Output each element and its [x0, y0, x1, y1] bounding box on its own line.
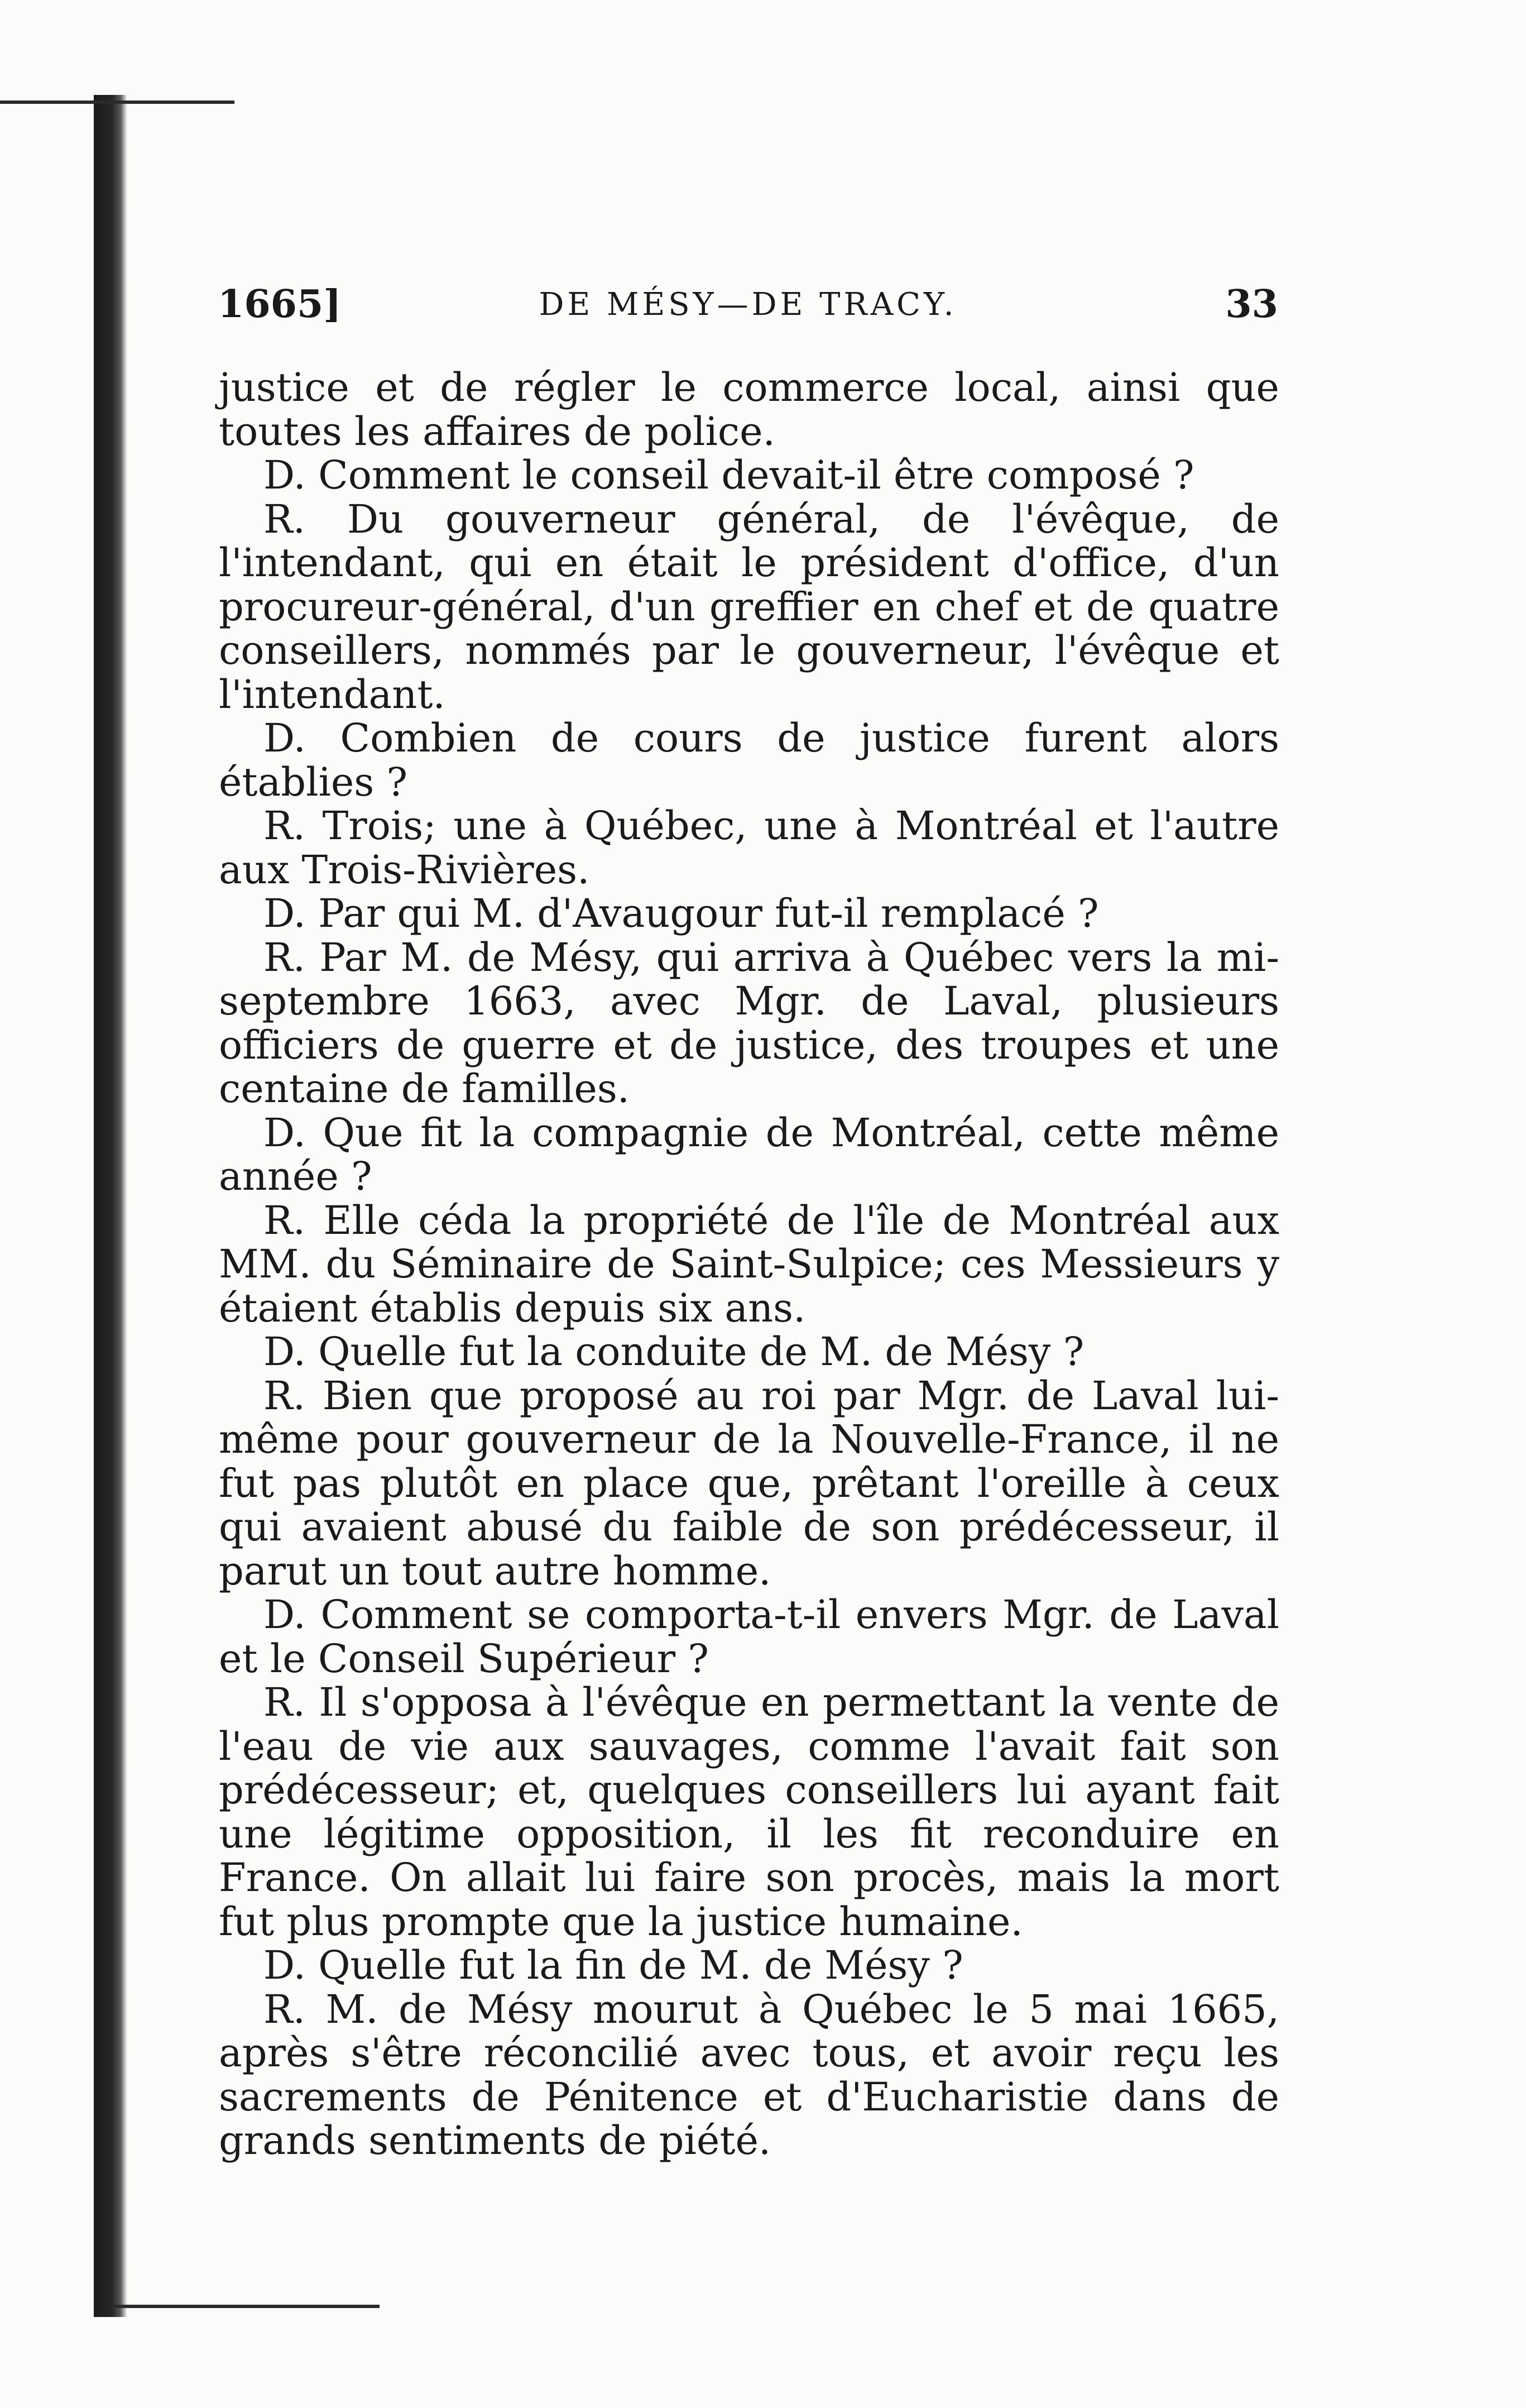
answer-paragraph: R. Il s'opposa à l'évêque en permettant la vente de l'eau de vie aux sauvages, comme l'avait fait son prédécesseur; et, quelques conseillers lui ayant fait une légitime opposition, il les fit reconduire en France. On allait lui faire son procès, mais la mort fut plus prompte que la justice humaine.	[219, 1679, 1279, 1945]
question-paragraph: D. Par qui M. d'Avaugour fut-il remplacé ?	[263, 891, 1099, 936]
question-paragraph: D. Comment le conseil devait-il être composé ?	[263, 452, 1194, 498]
question-paragraph: D. Quelle fut la fin de M. de Mésy ?	[263, 1942, 963, 1988]
body-text	[219, 366, 1279, 2163]
answer-paragraph: R. Du gouverneur général, de l'évêque, de l'intendant, qui en était le président d'office, d'un procureur-général, d'un greffier en chef et de quatre conseillers, nommés par le gouverneur, l'évêque et l'intendant.	[219, 496, 1279, 717]
header-year: 1665]	[218, 282, 342, 327]
scan-edge-mark-bottom	[112, 2305, 380, 2308]
answer-paragraph: R. Bien que proposé au roi par Mgr. de Laval lui-même pour gouverneur de la Nouvelle-France, il ne fut pas plutôt en place que, prêtant l'oreille à ceux qui avaient abusé du faible de son prédécesseur, il parut un tout autre homme.	[219, 1372, 1279, 1594]
question-paragraph: D. Quelle fut la conduite de M. de Mésy ?	[263, 1329, 1084, 1375]
answer-paragraph: R. Elle céda la propriété de l'île de Montréal aux MM. du Séminaire de Saint-Sulpice; ces Messieurs y étaient établis depuis six ans.	[219, 1197, 1279, 1331]
question-paragraph: D. Combien de cours de justice furent alors établies ?	[219, 715, 1279, 805]
page-number: 33	[1225, 282, 1278, 327]
question-paragraph: D. Que fit la compagnie de Montréal, cette même année ?	[219, 1109, 1279, 1199]
answer-paragraph: R. Trois; une à Québec, une à Montréal et l'autre aux Trois-Rivières.	[219, 803, 1279, 893]
binding-edge	[94, 95, 127, 2317]
answer-paragraph: R. Par M. de Mésy, qui arriva à Québec vers la mi-septembre 1663, avec Mgr. de Laval, plusieurs officiers de guerre et de justice, des troupes et une centaine de familles.	[219, 934, 1279, 1112]
running-title: DE MÉSY—DE TRACY.	[539, 286, 957, 323]
paragraph-continuation: justice et de régler le commerce local, ainsi que toutes les affaires de police.	[219, 365, 1279, 454]
question-paragraph: D. Comment se comporta-t-il envers Mgr. de Laval et le Conseil Supérieur ?	[219, 1592, 1279, 1682]
scan-edge-mark-top	[0, 100, 234, 104]
running-header	[218, 282, 1278, 343]
answer-paragraph: R. M. de Mésy mourut à Québec le 5 mai 1665, après s'être réconcilié avec tous, et avoir reçu les sacrements de Pénitence et d'Eucharistie dans de grands sentiments de piété.	[219, 1986, 1279, 2163]
